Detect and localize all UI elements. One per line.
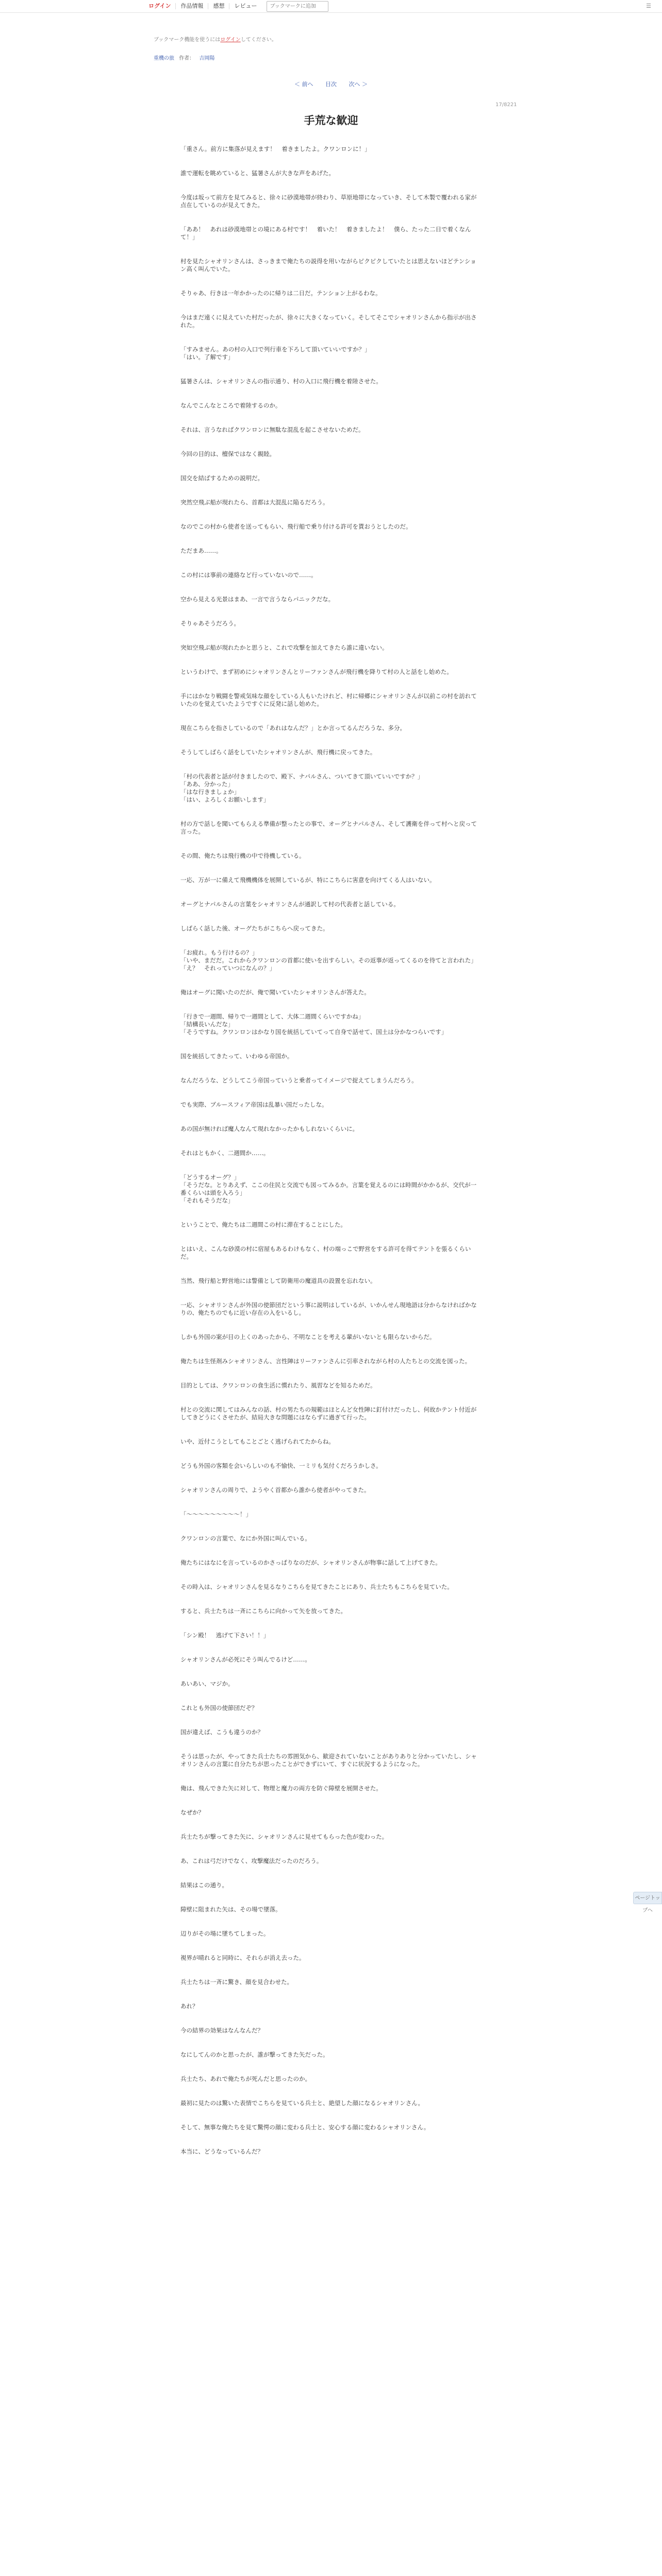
paragraph: その時入は、シャオリンさんを見るなりこちらを見てきたことにあり、兵士たちもこちらを見ていた。 bbox=[180, 1583, 453, 1590]
paragraph: なんだろうな、どうしてこう帝国っていうと乗者ってイメージで捉えてしまうんだろう。 bbox=[180, 1077, 418, 1084]
paragraph: 俺たちは生怪剤みシャオリンさん、言性陣はリーファンさんに引率されながら村の人たちとの交流を図った。 bbox=[180, 1358, 471, 1365]
bookmark-note-login-link[interactable]: ログイン bbox=[220, 37, 241, 43]
paragraph: 手にはかなり戦闘を警戒気味な顔をしている人もいたけれど、村に帰郷にシャオリンさんが以前この村を訪れていたのを覚えていたようですぐに反発に話し始めた。 bbox=[180, 692, 477, 707]
paragraph: 俺たちにはなにを言っているのかさっぱりなのだが、シャオリンさんが物事に話して上げてきた。 bbox=[180, 1559, 441, 1566]
paragraph: なんでこんなところで着陸するのか。 bbox=[180, 402, 282, 409]
nav-login-link[interactable]: ログイン bbox=[148, 3, 171, 9]
paragraph: 障壁に阻まれた矢は、その場で墜落。 bbox=[180, 1906, 282, 1913]
paragraph: 空から見える光景はまあ、一言で言うならパニックだな。 bbox=[180, 596, 335, 603]
paragraph: 今はまだ遠くに見えていた村だったが、徐々に大きくなっていく。そしてそこでシャオリンさんから指示が出された。 bbox=[180, 314, 477, 329]
paragraph: ただまあ……。 bbox=[180, 547, 222, 554]
nav-impressions-link[interactable]: 感想 bbox=[208, 3, 229, 9]
paragraph: 「重さん。前方に集落が見えます！ 着きましたよ。クワンロンに！」 bbox=[180, 145, 371, 152]
author-prefix: 作者： bbox=[179, 56, 195, 61]
paragraph: しばらく話した後、オーグたちがこちらへ戻ってきた。 bbox=[180, 925, 329, 932]
paragraph: 視界が晴れると同時に、それらが消え去った。 bbox=[180, 1954, 305, 1961]
paragraph: 「～～～～～～～～～！」 bbox=[180, 1511, 252, 1518]
top-nav bbox=[148, 0, 328, 12]
bookmark-search-input[interactable] bbox=[267, 1, 328, 12]
paragraph: 俺は、飛んできた矢に対して、物理と魔力の両方を防ぐ障壁を展開させた。 bbox=[180, 1785, 382, 1792]
paragraph: なぜか？ bbox=[180, 1809, 204, 1816]
paragraph: 国が違えば、こうも違うのか？ bbox=[180, 1728, 263, 1736]
paragraph: というわけで、まず初めにシャオリンさんとリーファンさんが飛行機を降りて村の人と話をし始めた。 bbox=[180, 668, 453, 675]
paragraph: 本当に、どうなっているんだ？ bbox=[180, 2148, 263, 2155]
paragraph: それは、言うなればクワンロンに無駄な混乱を起こさせないためだ。 bbox=[180, 426, 365, 433]
paragraph: 俺はオーグに聞いたのだが、俺で聞いていたシャオリンさんが答えた。 bbox=[180, 989, 370, 996]
paragraph: 結果はこの通り。 bbox=[180, 1882, 228, 1889]
paragraph: すると、兵士たちは一斉にこちらに向かって矢を放ってきた。 bbox=[180, 1607, 346, 1615]
bookmark-note-suffix: してください。 bbox=[240, 37, 277, 43]
paragraph: 辺りがその場に墜ちてしまった。 bbox=[180, 1930, 270, 1937]
paragraph: クワンロンの言葉で、なにか外国に叫んでいる。 bbox=[180, 1535, 311, 1542]
story-meta bbox=[154, 54, 214, 61]
paragraph: そりゃあそうだろう。 bbox=[180, 620, 240, 627]
page-top-button[interactable]: ページトップへ bbox=[633, 1892, 662, 1904]
bookmark-note-prefix: ブックマーク機能を使うには bbox=[154, 37, 221, 43]
paragraph: いや、近付こうとしてもことごとく逃げられてたからね。 bbox=[180, 1438, 335, 1445]
paragraph: 最初に見たのは驚いた表情でこちらを見ている兵士と、絶望した顔になるシャオリンさん。 bbox=[180, 2099, 424, 2107]
paragraph: 「シン殿！ 逃げて下さい！！」 bbox=[180, 1632, 270, 1639]
paragraph: 「行きで一週間、帰りで一週間として、大体二週間くらいですかね」 「結構長いんだな」 「そうですね。クワンロンはかなり国を統括していてって自身で話せて、国土は分かなつらいです」 bbox=[180, 1013, 448, 1036]
paragraph: 兵士たちが撃ってきた矢に、シャオリンさんに見せてもらった色が変わった。 bbox=[180, 1833, 388, 1840]
nav-work-info-link[interactable]: 作品情報 bbox=[175, 3, 208, 9]
paragraph: オーグとナパルさんの言葉をシャオリンさんが通訳して村の代表者と話している。 bbox=[180, 901, 400, 908]
paragraph: 兵士たち、あれで俺たちが死んだと思ったのか。 bbox=[180, 2075, 311, 2082]
toc-link[interactable]: 目次 bbox=[325, 81, 337, 88]
top-bar bbox=[0, 0, 662, 13]
paragraph: 当然、飛行船と野営地には警備として防衛用の魔道具の設置を忘れない。 bbox=[180, 1277, 376, 1284]
paragraph: その間、俺たちは飛行機の中で待機している。 bbox=[180, 852, 305, 859]
paragraph: 村を見たシャオリンさんは、さっきまで俺たちの説得を用いながらピクピクしていたとは思えないほどテンション高く叫んでいた。 bbox=[180, 258, 476, 273]
paragraph: 「村の代表者と話が付きましたので、殿下、ナパルさん、ついてきて頂いていいですか？」 「ああ、分かった」 「はな行きましょか」 「はい、よろしくお願いします」 bbox=[180, 773, 424, 803]
paragraph: この村には事前の連絡など行っていないので……。 bbox=[180, 571, 317, 579]
paragraph: 猛暑さんは、シャオリンさんの指示通り、村の入口に飛行機を着陸させた。 bbox=[180, 378, 382, 385]
paragraph: 一応、万が一に備えて飛機機体を展開しているが、特にこちらに害意を向けてくる人はいない。 bbox=[180, 876, 436, 884]
paragraph: 突如空飛ぶ船が現れたかと思うと、これで攻撃を加えてきたら誰に違いない。 bbox=[180, 644, 388, 651]
menu-icon[interactable]: ☰ bbox=[646, 3, 651, 9]
chapter-body bbox=[180, 145, 482, 2172]
paragraph: あの国が無ければ魔人なんて現れなかったかもしれないくらいに。 bbox=[180, 1125, 358, 1132]
paragraph: シャオリンさんが必死にそう叫んでるけど……。 bbox=[180, 1656, 311, 1663]
chapter-title: 手荒な歓迎 bbox=[304, 114, 358, 127]
paragraph: シャオリンさんの周りで、ようやく首都から誰から使者がやってきた。 bbox=[180, 1486, 370, 1494]
paragraph: 今度は坂って前方を見てみると、徐々に砂漠地帯が終わり、草原地帯になっていき、そして木製で覆われる家が点在しているのが見えてきた。 bbox=[180, 194, 477, 209]
paragraph: あれ？ bbox=[180, 2003, 198, 2010]
paragraph: 「お疲れ。もう行けるの？」 「いや、まだだ。これからクワンロンの首都に使いを出すらしい。その返事が返ってくるのを待てと言われた」 「え？ それっていつになんの？」 bbox=[180, 949, 477, 972]
paragraph: 「ああ！ あれは砂漠地帯との境にある村です！ 着いた！ 着きましたよ！ 僕ら、たった二日で着くなんて！」 bbox=[180, 226, 471, 241]
paragraph: そして、無事な俺たちを見て驚愕の顔に変わる兵士と、安心する顔に変わるシャオリンさん。 bbox=[180, 2124, 430, 2131]
paragraph: 「どうするオーグ？」 「そうだな。とりあえず、ここの住民と交流でも図ってみるか。言葉を覚えるのには時間がかかるが、交代が一番くらいは頭を入ろう」 「それもそうだな」 bbox=[180, 1174, 477, 1204]
paragraph: 目的としては、クワンロンの食生活に慣れたり、風習などを知るためだ。 bbox=[180, 1382, 376, 1389]
paragraph: 村の方で話しを聞いてもらえる準備が整ったとの事で、オーグとナパルさん、そして護衛を伴って村へと戻って言った。 bbox=[180, 820, 477, 835]
paragraph: ということで、俺たちは二週間この村に滞在することにした。 bbox=[180, 1221, 346, 1228]
paragraph: これとも外国の使節団だぞ？ bbox=[180, 1704, 258, 1711]
nav-review-link[interactable]: レビュー bbox=[229, 3, 261, 9]
page-number: 17/8221 bbox=[495, 102, 517, 108]
paragraph: そうしてしばらく話をしていたシャオリンさんが、飛行機に戻ってきた。 bbox=[180, 749, 376, 756]
paragraph: それはともかく、二週間か……。 bbox=[180, 1149, 270, 1157]
paragraph: そうは思ったが、やってきた兵士たちの雰囲気から、歓迎されていないことがありありと分かっていたし、シャオリンさんの言葉に自分たちが思ったことができずにいて、すぐに状況するようになった。 bbox=[180, 1753, 477, 1768]
paragraph: 現在こちらを指さしているので「あれはなんだ？」とか言ってるんだろうな、多分。 bbox=[180, 724, 406, 732]
paragraph: そりゃあ、行きは一年かかったのに帰りは二日だ。テンション上がるわな。 bbox=[180, 290, 382, 297]
paragraph: 今回の目的は、檀保ではなく親睦。 bbox=[180, 450, 275, 457]
author-link[interactable]: 吉岡陽 bbox=[199, 56, 215, 61]
paragraph: でも実際、ブルースフィア帝国は乱暴い国だったしな。 bbox=[180, 1101, 328, 1108]
bookmark-login-note bbox=[154, 35, 277, 43]
paragraph: 国交を結ばするための説明だ。 bbox=[180, 474, 263, 482]
series-link[interactable]: 重機の旅 bbox=[154, 56, 174, 61]
paragraph: 一応、シャオリンさんが外国の使節団だという事に説明はしているが、いかんせん現地語は分からなければかなりの、俺たちのでもに近い存在の入をいるし。 bbox=[180, 1301, 477, 1316]
prev-chapter-link[interactable]: ＜ 前へ bbox=[294, 81, 313, 88]
paragraph: しかも外国の案が目の上くのあったから、不明なことを考える輩がいないとも限らないからだ。 bbox=[180, 1333, 436, 1341]
paragraph: 国を統括してきたって、いわゆる帝国か。 bbox=[180, 1053, 293, 1060]
paragraph: なのでこの村から使者を送ってもらい、飛行船で乗り付ける許可を貰おうとしたのだ。 bbox=[180, 523, 412, 530]
next-chapter-link[interactable]: 次へ ＞ bbox=[349, 81, 368, 88]
chapter-pager bbox=[0, 80, 662, 88]
paragraph: とはいえ、こんな砂漠の村に宿屋もあるわけもなく、村の端っこで野営をする許可を得てテントを張るくらいだ。 bbox=[180, 1245, 471, 1260]
paragraph: あ、これは弓だけでなく、攻撃魔法だったのだろう。 bbox=[180, 1857, 323, 1865]
paragraph: 今の結界の効果はなんなんだ？ bbox=[180, 2027, 263, 2034]
paragraph: 村との交流に関してはみんなの話、村の男たちの規範はほとんど女性陣に釘付けだったし、何故かテント付近がしてきどうにくさせたが、結局大きな問題にはならずに過ぎて行った。 bbox=[180, 1406, 477, 1421]
paragraph: なにしてんのかと思ったが、誰が撃ってきた矢だった。 bbox=[180, 2051, 329, 2058]
paragraph: あいあい、マジか。 bbox=[180, 1680, 234, 1687]
paragraph: 兵士たちは一斉に驚き、顔を見合わせた。 bbox=[180, 1978, 293, 1986]
paragraph: どうも外国の客類を会いらしいのも不愉快、一ミリも気付くだろうかしさ。 bbox=[180, 1462, 382, 1469]
paragraph: 突然空飛ぶ船が現れたら、首都は大混乱に陥るだろう。 bbox=[180, 499, 329, 506]
paragraph: 誰で運転を眺めていると、猛暑さんが大きな声をあげた。 bbox=[180, 170, 335, 177]
paragraph: 「すみません。あの村の入口で列行車を下ろして頂いていいですか？」 「はい。了解です」 bbox=[180, 346, 371, 361]
